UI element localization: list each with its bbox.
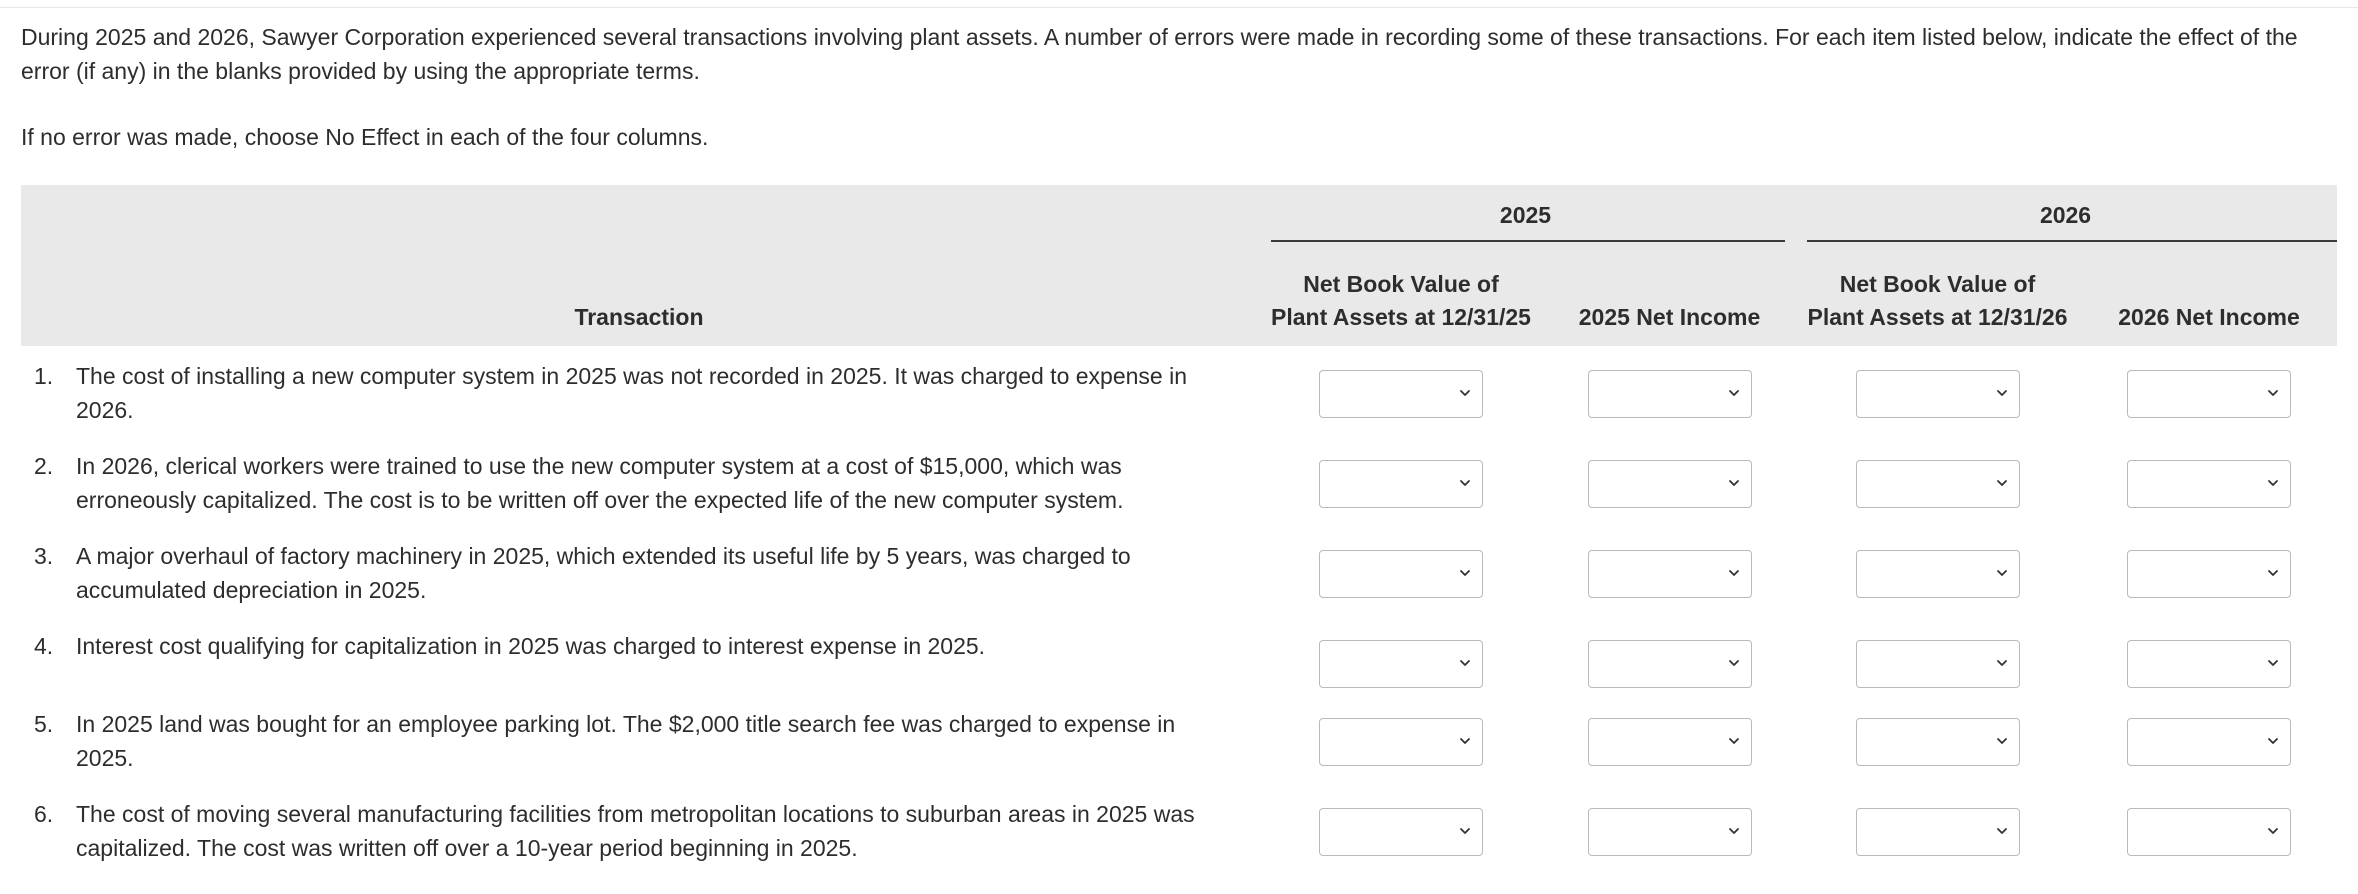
chevron-down-icon — [1995, 566, 2009, 580]
effect-select-net-income-2026[interactable] — [2127, 808, 2291, 856]
transaction-cell — [21, 694, 1257, 784]
effect-cell-nbv-2025 — [1257, 694, 1545, 784]
transaction-description: In 2025 land was bought for an employee parking lot. The $2,000 title search fee was charged to expense in 2025. — [76, 711, 1176, 771]
chevron-down-icon — [1995, 476, 2009, 490]
column-header-nbv-2025: Net Book Value of Plant Assets at 12/31/25 — [1257, 242, 1545, 346]
effect-select-nbv-2026[interactable] — [1856, 808, 2020, 856]
effect-select-net-income-2025[interactable] — [1588, 808, 1752, 856]
chevron-down-icon — [2266, 476, 2280, 490]
effect-select-nbv-2025[interactable] — [1319, 808, 1483, 856]
effect-cell-nbv-2026 — [1794, 784, 2081, 874]
effect-cell-nbv-2025 — [1257, 784, 1545, 874]
chevron-down-icon — [1727, 656, 1741, 670]
chevron-down-icon — [1727, 734, 1741, 748]
chevron-down-icon — [1458, 656, 1472, 670]
column-header-net-income-2026: 2026 Net Income — [2081, 242, 2337, 346]
effect-cell-nbv-2025 — [1257, 616, 1545, 694]
effect-cell-nbv-2026 — [1794, 346, 2081, 436]
effect-cell-nbv-2026 — [1794, 694, 2081, 784]
effect-select-net-income-2026[interactable] — [2127, 718, 2291, 766]
chevron-down-icon — [1458, 386, 1472, 400]
effect-cell-net-income-2026 — [2081, 784, 2337, 874]
transaction-number: 1. — [34, 363, 54, 389]
year-underline-2026 — [1807, 240, 2337, 242]
chevron-down-icon — [1995, 386, 2009, 400]
chevron-down-icon — [2266, 386, 2280, 400]
header-blank — [21, 185, 1257, 242]
transaction-description: The cost of moving several manufacturing facilities from metropolitan locations to suburban areas in 2025 was capitalized. The cost was written off over a 10-year period beginning in 2025. — [76, 801, 1195, 861]
transaction-cell — [21, 784, 1257, 874]
year-underline-2025 — [1271, 240, 1785, 242]
transaction-description: Interest cost qualifying for capitalization in 2025 was charged to interest expense in 2025. — [76, 633, 986, 659]
effect-cell-nbv-2025 — [1257, 436, 1545, 526]
column-header-transaction: Transaction — [21, 242, 1257, 346]
effect-cell-nbv-2025 — [1257, 526, 1545, 616]
transaction-cell — [21, 616, 1257, 694]
chevron-down-icon — [2266, 656, 2280, 670]
effect-select-nbv-2026[interactable] — [1856, 550, 2020, 598]
chevron-down-icon — [1727, 824, 1741, 838]
transaction-number: 2. — [34, 453, 54, 479]
effect-cell-nbv-2025 — [1257, 346, 1545, 436]
effect-select-nbv-2026[interactable] — [1856, 718, 2020, 766]
effect-select-net-income-2025[interactable] — [1588, 718, 1752, 766]
question-text — [21, 20, 2337, 154]
effect-cell-nbv-2026 — [1794, 526, 2081, 616]
effect-cell-net-income-2026 — [2081, 346, 2337, 436]
chevron-down-icon — [2266, 566, 2280, 580]
intro-paragraph: During 2025 and 2026, Sawyer Corporation experienced several transactions involving plant assets. A number of errors were made in recording some of these transactions. For each item listed below, indicate the effect of the error (if any) in the blanks provided by using the appropriate terms. — [21, 24, 2298, 84]
year-header-2026: 2026 — [1794, 185, 2337, 242]
transaction-number: 3. — [34, 543, 54, 569]
transaction-number: 4. — [34, 633, 54, 659]
effect-select-net-income-2026[interactable] — [2127, 460, 2291, 508]
effect-cell-net-income-2025 — [1545, 694, 1794, 784]
effect-select-nbv-2026[interactable] — [1856, 460, 2020, 508]
chevron-down-icon — [1727, 386, 1741, 400]
effect-cell-net-income-2025 — [1545, 526, 1794, 616]
effect-cell-net-income-2026 — [2081, 616, 2337, 694]
effect-select-nbv-2025[interactable] — [1319, 718, 1483, 766]
effect-select-nbv-2025[interactable] — [1319, 550, 1483, 598]
error-effects-table — [21, 185, 2337, 874]
effect-select-nbv-2025[interactable] — [1319, 460, 1483, 508]
transaction-cell — [21, 346, 1257, 436]
transaction-cell — [21, 436, 1257, 526]
effect-select-nbv-2026[interactable] — [1856, 640, 2020, 688]
chevron-down-icon — [1458, 734, 1472, 748]
table-row — [21, 346, 2337, 436]
chevron-down-icon — [1458, 566, 1472, 580]
effect-cell-net-income-2026 — [2081, 694, 2337, 784]
effect-cell-nbv-2026 — [1794, 436, 2081, 526]
effect-cell-net-income-2026 — [2081, 526, 2337, 616]
table-row — [21, 436, 2337, 526]
effect-select-net-income-2026[interactable] — [2127, 370, 2291, 418]
effect-cell-net-income-2025 — [1545, 436, 1794, 526]
transaction-description: The cost of installing a new computer system in 2025 was not recorded in 2025. It was charged to expense in 2026. — [76, 363, 1188, 423]
table-row — [21, 616, 2337, 694]
transaction-description: A major overhaul of factory machinery in 2025, which extended its useful life by 5 years, was charged to accumulated depreciation in 2025. — [76, 543, 1131, 603]
transaction-cell — [21, 526, 1257, 616]
effect-select-nbv-2025[interactable] — [1319, 370, 1483, 418]
chevron-down-icon — [1458, 824, 1472, 838]
effect-cell-net-income-2025 — [1545, 616, 1794, 694]
chevron-down-icon — [1458, 476, 1472, 490]
chevron-down-icon — [1995, 734, 2009, 748]
transaction-description: In 2026, clerical workers were trained to use the new computer system at a cost of $15,000, which was erroneously capitalized. The cost is to be written off over the expected life of the new computer system. — [76, 453, 1124, 513]
column-header-nbv-2026: Net Book Value of Plant Assets at 12/31/26 — [1794, 242, 2081, 346]
effect-cell-nbv-2026 — [1794, 616, 2081, 694]
year-header-2025: 2025 — [1257, 185, 1794, 242]
instruction-note: If no error was made, choose No Effect in each of the four columns. — [21, 124, 709, 150]
column-header-net-income-2025: 2025 Net Income — [1545, 242, 1794, 346]
transaction-number: 6. — [34, 801, 54, 827]
effect-select-net-income-2026[interactable] — [2127, 550, 2291, 598]
effect-select-net-income-2025[interactable] — [1588, 460, 1752, 508]
effect-cell-net-income-2025 — [1545, 346, 1794, 436]
effect-cell-net-income-2026 — [2081, 436, 2337, 526]
transaction-number: 5. — [34, 711, 54, 737]
chevron-down-icon — [1727, 566, 1741, 580]
effect-select-nbv-2025[interactable] — [1319, 640, 1483, 688]
effect-select-nbv-2026[interactable] — [1856, 370, 2020, 418]
chevron-down-icon — [2266, 824, 2280, 838]
chevron-down-icon — [1727, 476, 1741, 490]
top-divider — [0, 7, 2358, 8]
table-row — [21, 526, 2337, 616]
chevron-down-icon — [1995, 824, 2009, 838]
chevron-down-icon — [2266, 734, 2280, 748]
effect-select-net-income-2025[interactable] — [1588, 550, 1752, 598]
effect-select-net-income-2025[interactable] — [1588, 640, 1752, 688]
table-row — [21, 694, 2337, 784]
effect-select-net-income-2026[interactable] — [2127, 640, 2291, 688]
effect-cell-net-income-2025 — [1545, 784, 1794, 874]
chevron-down-icon — [1995, 656, 2009, 670]
effect-select-net-income-2025[interactable] — [1588, 370, 1752, 418]
table-row — [21, 784, 2337, 874]
